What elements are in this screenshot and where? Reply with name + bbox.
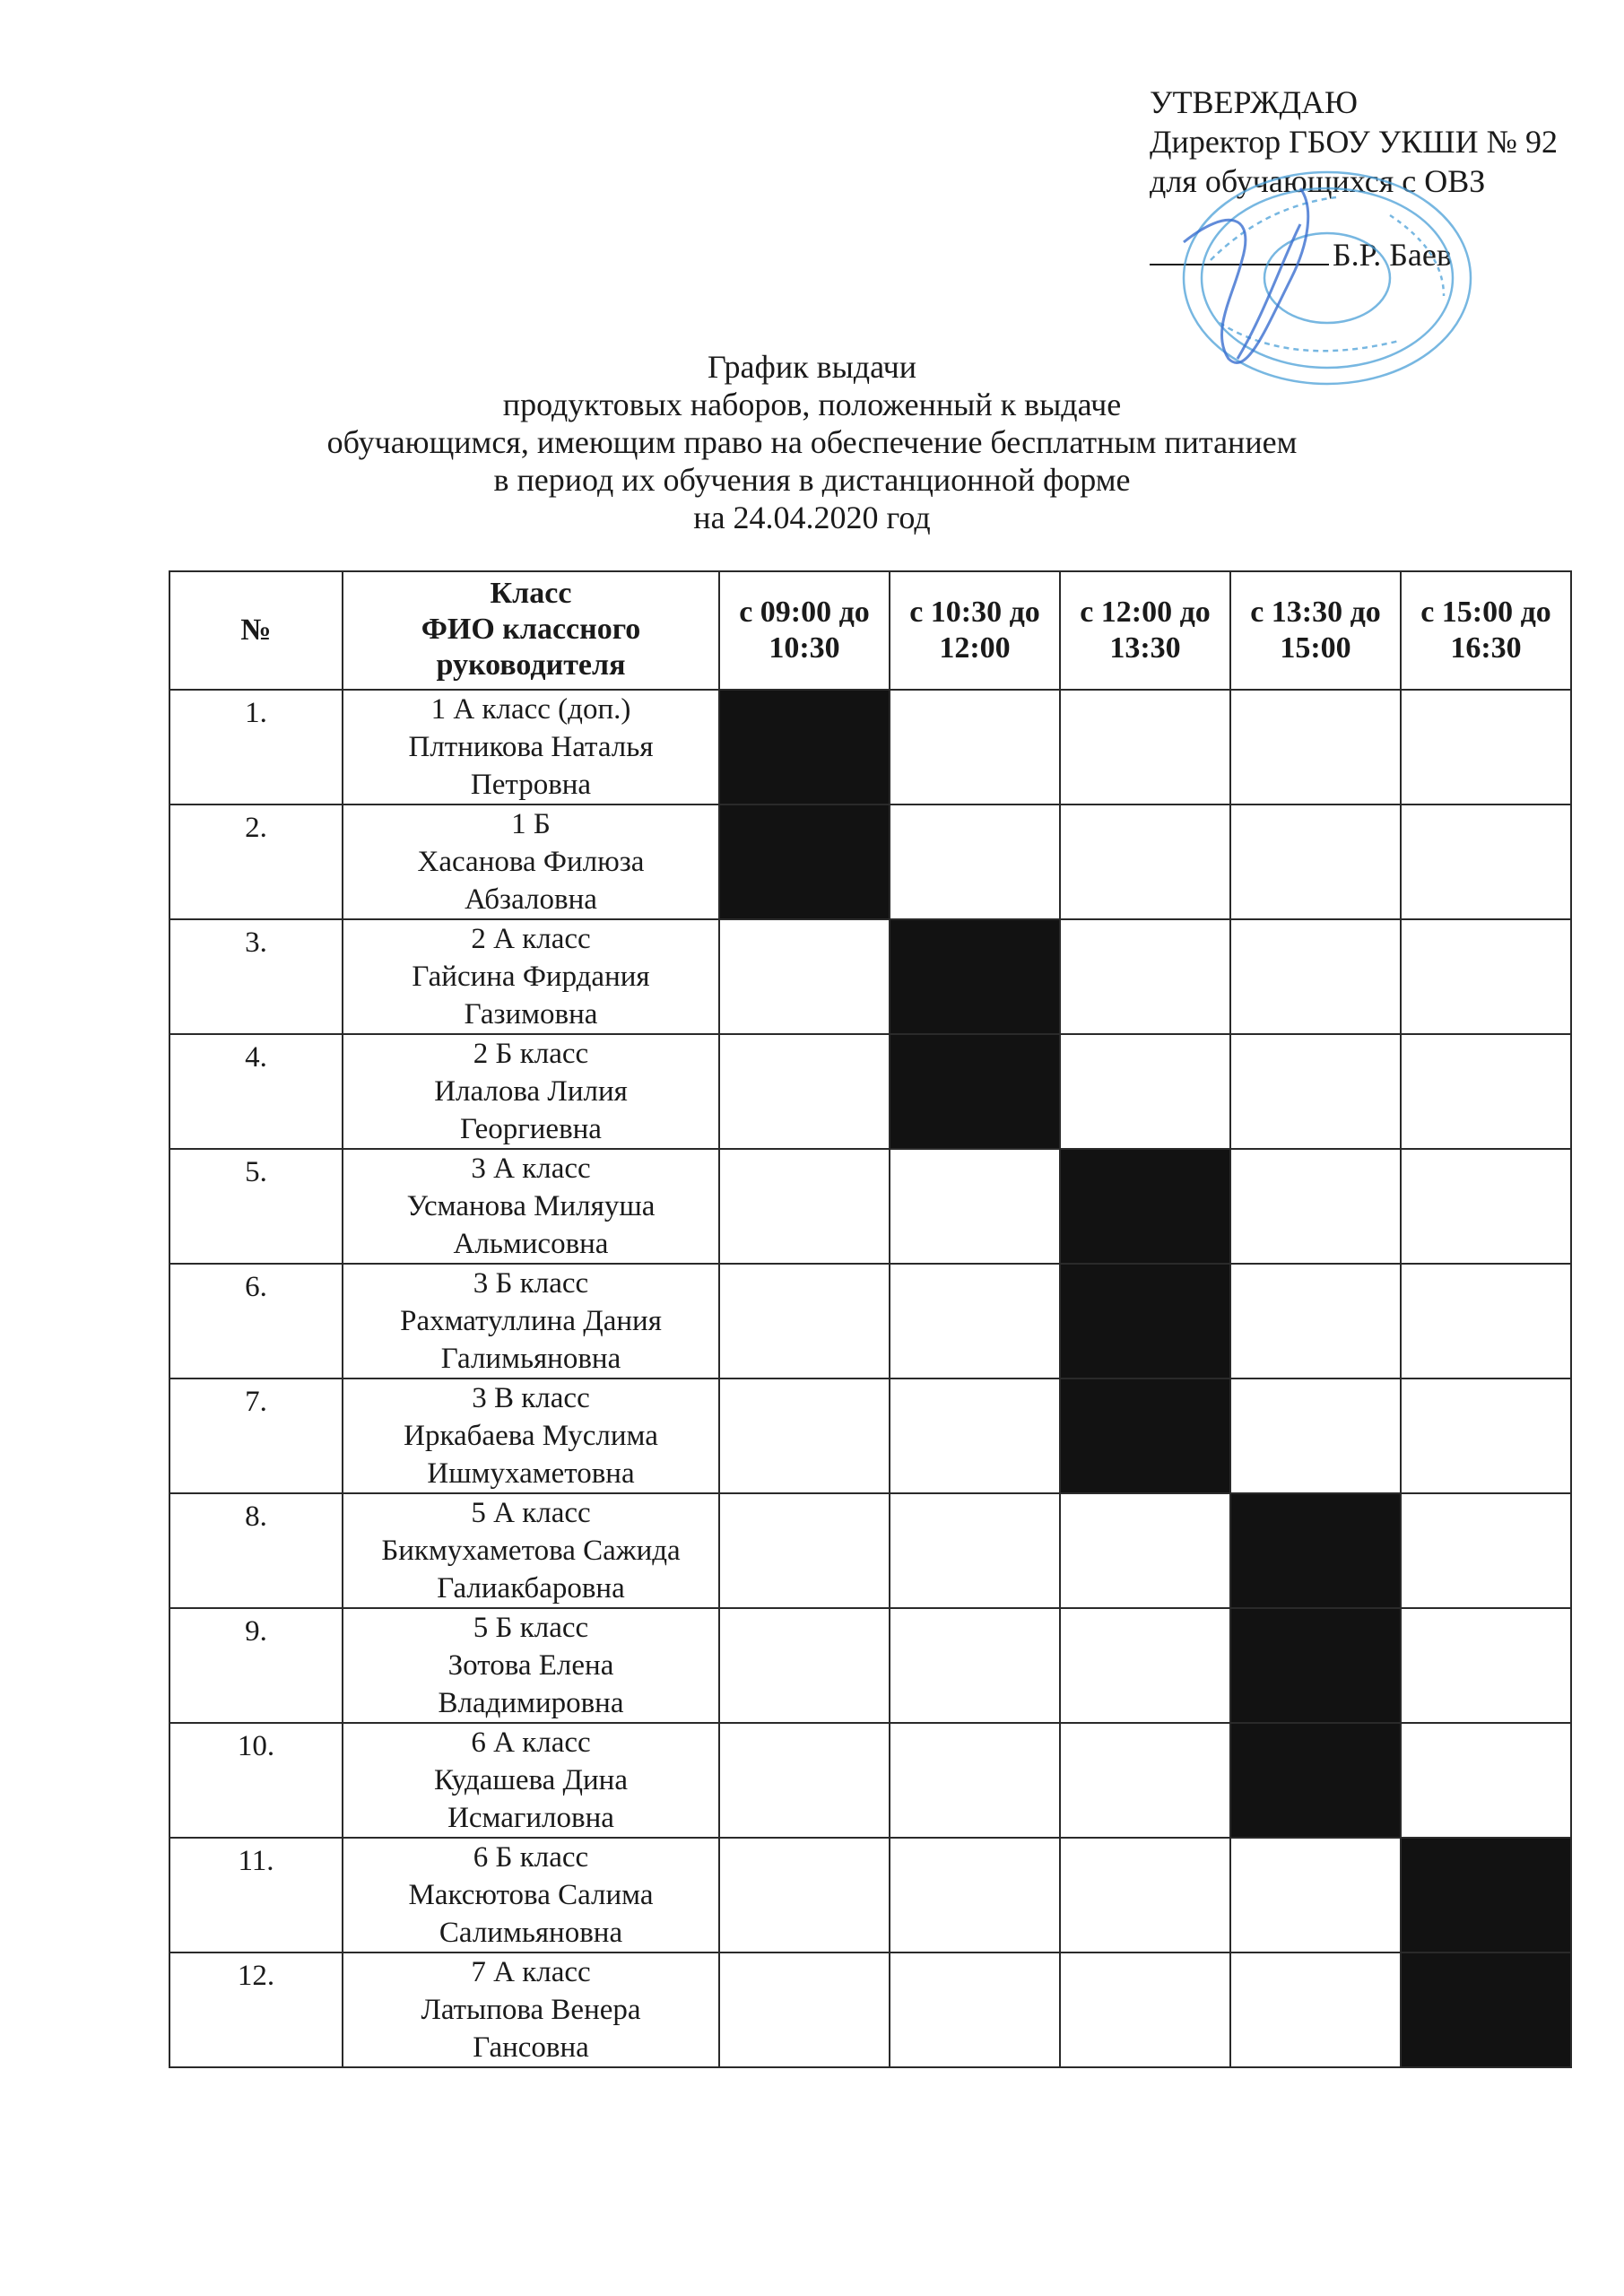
- class-teacher-cell: [343, 1723, 719, 1838]
- slot-cell-empty: [1060, 1608, 1230, 1723]
- header-class-line2: ФИО классного: [421, 613, 641, 646]
- header-slot-1-line2: 10:30: [769, 631, 840, 665]
- signature-rule: [1150, 237, 1329, 265]
- header-slot-3-line2: 13:30: [1109, 631, 1181, 665]
- slot-cell-filled: [1401, 1952, 1571, 2067]
- title-line1: График выдачи: [707, 349, 916, 385]
- document-title: [0, 348, 1624, 536]
- slot-cell-empty: [1230, 804, 1401, 919]
- slot-cell-empty: [890, 690, 1060, 804]
- row-number: 5.: [169, 1149, 343, 1264]
- row-number: 3.: [169, 919, 343, 1034]
- slot-cell-empty: [719, 1838, 890, 1952]
- slot-cell-empty: [1401, 1264, 1571, 1378]
- table-row: [169, 1838, 1571, 1952]
- slot-cell-filled: [1060, 1264, 1230, 1378]
- class-teacher-cell: [343, 919, 719, 1034]
- slot-cell-filled: [890, 1034, 1060, 1149]
- slot-cell-empty: [719, 1034, 890, 1149]
- teacher-name-line2: Владимировна: [438, 1687, 624, 1719]
- table-row: [169, 1378, 1571, 1493]
- slot-cell-empty: [1060, 1952, 1230, 2067]
- title-line3: обучающимся, имеющим право на обеспечение бесплатным питанием: [326, 424, 1298, 460]
- slot-cell-empty: [719, 1149, 890, 1264]
- teacher-name-line2: Ишмухаметовна: [427, 1457, 635, 1490]
- class-teacher-cell: [343, 1149, 719, 1264]
- teacher-name-line2: Абзаловна: [465, 883, 597, 916]
- slot-cell-empty: [1401, 1378, 1571, 1493]
- title-line5: на 24.04.2020 год: [693, 500, 931, 535]
- slot-cell-empty: [1230, 1264, 1401, 1378]
- teacher-name-line1: Кудашева Дина: [434, 1764, 628, 1796]
- signature-line: [1150, 235, 1571, 274]
- header-num: №: [169, 571, 343, 690]
- row-number: 4.: [169, 1034, 343, 1149]
- class-teacher-cell: [343, 1264, 719, 1378]
- slot-cell-filled: [1060, 1378, 1230, 1493]
- class-name: 2 Б класс: [473, 1038, 589, 1070]
- teacher-name-line2: Исмагиловна: [447, 1802, 614, 1834]
- schedule-body: [169, 690, 1571, 2067]
- slot-cell-empty: [890, 1723, 1060, 1838]
- slot-cell-filled: [719, 804, 890, 919]
- approval-block: [1150, 83, 1571, 274]
- slot-cell-empty: [719, 919, 890, 1034]
- table-row: [169, 1493, 1571, 1608]
- table-row: [169, 690, 1571, 804]
- approval-position-line2: для обучающихся с ОВЗ: [1150, 163, 1486, 199]
- slot-cell-empty: [1060, 1723, 1230, 1838]
- class-teacher-cell: [343, 1608, 719, 1723]
- slot-cell-empty: [1230, 1952, 1401, 2067]
- slot-cell-empty: [1401, 1493, 1571, 1608]
- class-teacher-cell: [343, 1838, 719, 1952]
- slot-cell-empty: [1230, 1838, 1401, 1952]
- row-number: 9.: [169, 1608, 343, 1723]
- slot-cell-empty: [1060, 919, 1230, 1034]
- teacher-name-line1: Гайсина Фирдания: [412, 961, 650, 993]
- teacher-name-line2: Георгиевна: [460, 1113, 602, 1145]
- slot-cell-empty: [890, 1264, 1060, 1378]
- title-line2: продуктовых наборов, положенный к выдаче: [502, 387, 1122, 422]
- header-slot-3-line1: с 12:00 до: [1080, 596, 1211, 629]
- header-slot-4-line2: 15:00: [1280, 631, 1351, 665]
- slot-cell-empty: [1230, 1034, 1401, 1149]
- slot-cell-empty: [890, 1493, 1060, 1608]
- teacher-name-line1: Плтникова Наталья: [408, 731, 654, 763]
- class-name: 1 А класс (доп.): [430, 693, 631, 726]
- teacher-name-line2: Газимовна: [464, 998, 598, 1031]
- slot-cell-empty: [719, 1608, 890, 1723]
- class-name: 7 А класс: [471, 1956, 591, 1988]
- table-row: [169, 1149, 1571, 1264]
- approval-position-line1: Директор ГБОУ УКШИ № 92: [1150, 124, 1558, 160]
- slot-cell-empty: [1060, 1034, 1230, 1149]
- row-number: 8.: [169, 1493, 343, 1608]
- teacher-name-line1: Бикмухаметова Сажида: [381, 1535, 681, 1567]
- header-slot-2-line2: 12:00: [939, 631, 1011, 665]
- slot-cell-empty: [1230, 919, 1401, 1034]
- slot-cell-empty: [1401, 1149, 1571, 1264]
- slot-cell-empty: [1060, 690, 1230, 804]
- slot-cell-filled: [1230, 1723, 1401, 1838]
- class-teacher-cell: [343, 1493, 719, 1608]
- class-teacher-cell: [343, 690, 719, 804]
- table-row: [169, 1723, 1571, 1838]
- slot-cell-filled: [719, 690, 890, 804]
- teacher-name-line2: Галиакбаровна: [437, 1572, 625, 1605]
- slot-cell-empty: [719, 1493, 890, 1608]
- slot-cell-filled: [1401, 1838, 1571, 1952]
- class-name: 5 Б класс: [473, 1612, 589, 1644]
- header-slot-5-line2: 16:30: [1450, 631, 1522, 665]
- class-teacher-cell: [343, 804, 719, 919]
- slot-cell-empty: [890, 1149, 1060, 1264]
- slot-cell-empty: [1060, 1838, 1230, 1952]
- header-slot-4: [1230, 571, 1401, 690]
- header-slot-1: [719, 571, 890, 690]
- slot-cell-filled: [1230, 1608, 1401, 1723]
- header-slot-2: [890, 571, 1060, 690]
- teacher-name-line1: Илалова Лилия: [434, 1075, 628, 1108]
- class-teacher-cell: [343, 1952, 719, 2067]
- teacher-name-line2: Петровна: [470, 769, 592, 801]
- teacher-name-line1: Хасанова Филюза: [417, 846, 645, 878]
- approval-heading: УТВЕРЖДАЮ: [1150, 84, 1359, 120]
- row-number: 6.: [169, 1264, 343, 1378]
- row-number: 10.: [169, 1723, 343, 1838]
- header-class-line3: руководителя: [436, 648, 626, 682]
- table-row: [169, 1264, 1571, 1378]
- slot-cell-empty: [1401, 1034, 1571, 1149]
- class-name: 3 В класс: [472, 1382, 590, 1414]
- teacher-name-line1: Усманова Миляуша: [406, 1190, 656, 1222]
- teacher-name-line1: Рахматуллина Дания: [400, 1305, 662, 1337]
- header-slot-5: [1401, 571, 1571, 690]
- slot-cell-empty: [890, 1378, 1060, 1493]
- header-slot-4-line1: с 13:30 до: [1250, 596, 1381, 629]
- table-row: [169, 1952, 1571, 2067]
- table-header-row: [169, 571, 1571, 690]
- slot-cell-empty: [1401, 919, 1571, 1034]
- slot-cell-empty: [890, 804, 1060, 919]
- slot-cell-empty: [1401, 690, 1571, 804]
- slot-cell-empty: [1401, 1723, 1571, 1838]
- table-row: [169, 919, 1571, 1034]
- class-name: 6 А класс: [471, 1726, 591, 1759]
- teacher-name-line2: Галимьяновна: [440, 1343, 621, 1375]
- table-row: [169, 804, 1571, 919]
- slot-cell-empty: [890, 1608, 1060, 1723]
- header-class: [343, 571, 719, 690]
- class-name: 5 А класс: [471, 1497, 591, 1529]
- slot-cell-empty: [1230, 1149, 1401, 1264]
- row-number: 11.: [169, 1838, 343, 1952]
- slot-cell-empty: [1230, 1378, 1401, 1493]
- slot-cell-empty: [890, 1952, 1060, 2067]
- slot-cell-empty: [1060, 1493, 1230, 1608]
- class-name: 1 Б: [511, 808, 551, 840]
- class-name: 2 А класс: [471, 923, 591, 955]
- header-slot-3: [1060, 571, 1230, 690]
- header-slot-2-line1: с 10:30 до: [909, 596, 1040, 629]
- title-line4: в период их обучения в дистанционной форме: [493, 462, 1131, 498]
- slot-cell-empty: [1401, 804, 1571, 919]
- teacher-name-line2: Гансовна: [473, 2031, 589, 2064]
- class-name: 6 Б класс: [473, 1841, 589, 1874]
- row-number: 1.: [169, 690, 343, 804]
- schedule-table: [169, 570, 1572, 2068]
- teacher-name-line1: Латыпова Венера: [421, 1994, 641, 2026]
- header-slot-1-line1: с 09:00 до: [739, 596, 870, 629]
- table-row: [169, 1608, 1571, 1723]
- row-number: 12.: [169, 1952, 343, 2067]
- class-teacher-cell: [343, 1034, 719, 1149]
- row-number: 7.: [169, 1378, 343, 1493]
- class-name: 3 Б класс: [473, 1267, 589, 1300]
- slot-cell-filled: [1230, 1493, 1401, 1608]
- signatory-name: Б.Р. Баев: [1333, 237, 1452, 273]
- teacher-name-line1: Зотова Елена: [447, 1649, 614, 1682]
- teacher-name-line1: Максютова Салима: [408, 1879, 654, 1911]
- slot-cell-empty: [1060, 804, 1230, 919]
- slot-cell-empty: [1401, 1608, 1571, 1723]
- slot-cell-filled: [890, 919, 1060, 1034]
- header-class-line1: Класс: [490, 577, 572, 610]
- teacher-name-line2: Альмисовна: [453, 1228, 609, 1260]
- slot-cell-empty: [719, 1952, 890, 2067]
- class-teacher-cell: [343, 1378, 719, 1493]
- teacher-name-line2: Салимьяновна: [439, 1917, 623, 1949]
- header-slot-5-line1: с 15:00 до: [1420, 596, 1551, 629]
- slot-cell-empty: [719, 1723, 890, 1838]
- slot-cell-empty: [890, 1838, 1060, 1952]
- teacher-name-line1: Иркабаева Муслима: [404, 1420, 658, 1452]
- slot-cell-filled: [1060, 1149, 1230, 1264]
- slot-cell-empty: [719, 1264, 890, 1378]
- table-row: [169, 1034, 1571, 1149]
- slot-cell-empty: [719, 1378, 890, 1493]
- row-number: 2.: [169, 804, 343, 919]
- class-name: 3 А класс: [471, 1152, 591, 1185]
- slot-cell-empty: [1230, 690, 1401, 804]
